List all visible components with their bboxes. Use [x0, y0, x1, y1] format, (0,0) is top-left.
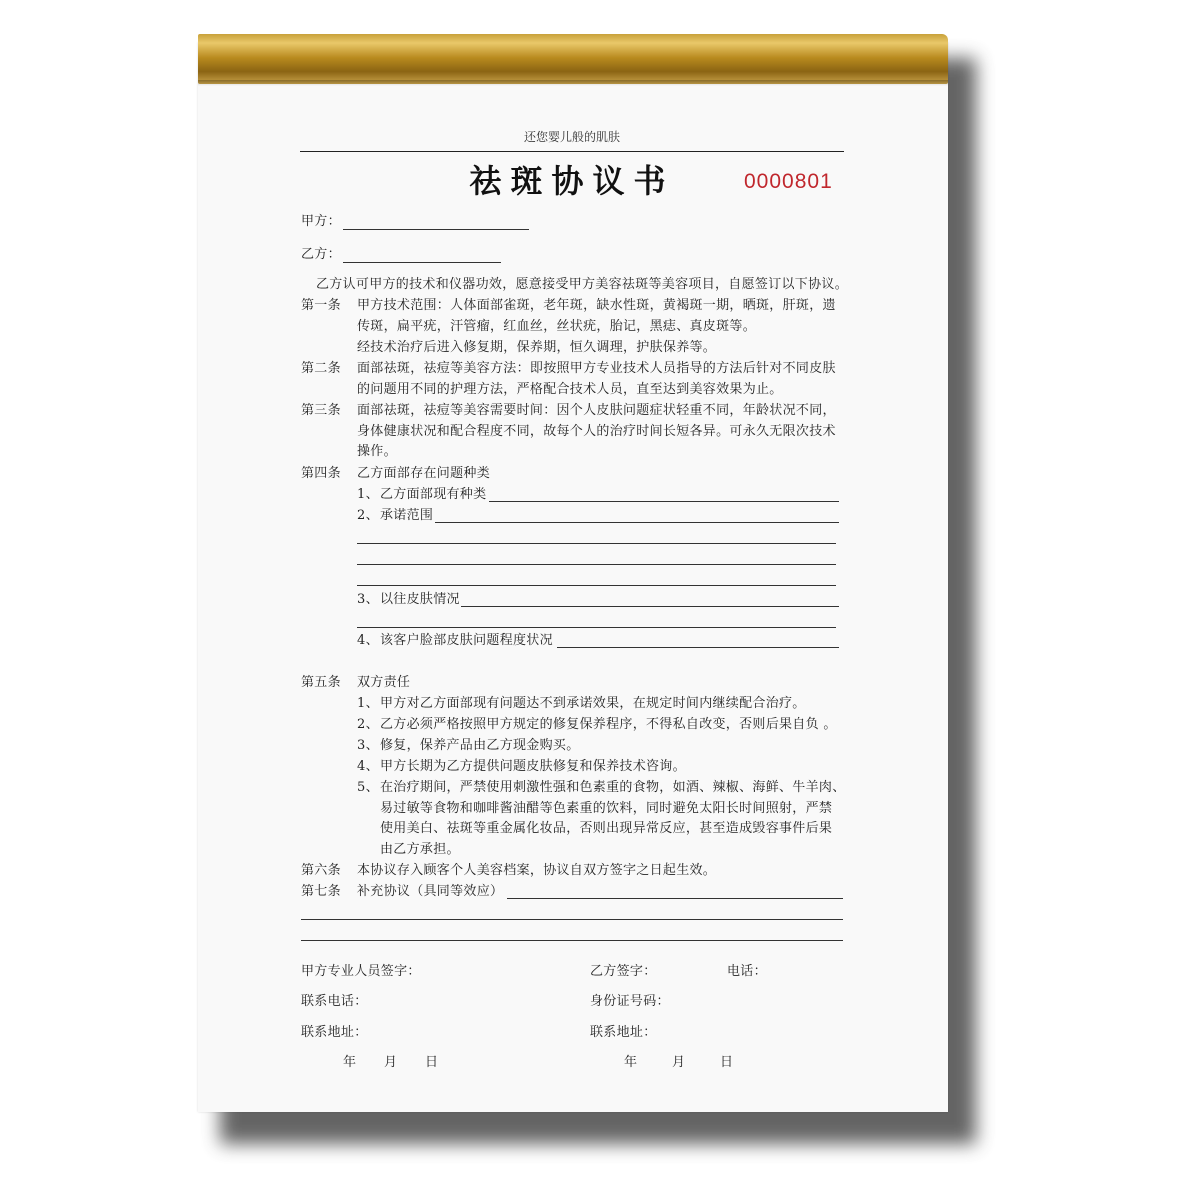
party-b-date-year: 年 [624, 1055, 638, 1070]
article-1-line: 甲方技术范围：人体面部雀斑，老年斑，缺水性斑，黄褐斑一期，晒斑，肝斑，遗 [357, 298, 836, 313]
article-4-heading: 乙方面部存在问题种类 [357, 466, 491, 481]
article-4-item-number: 1、 [357, 487, 379, 502]
party-a-date-day: 日 [425, 1055, 439, 1070]
article-5-item-text: 修复，保养产品由乙方现金购买。 [380, 738, 580, 753]
party-a-phone-label: 联系电话： [301, 994, 368, 1009]
promise-scope-field[interactable] [435, 522, 839, 523]
article-4-item-number: 3、 [357, 592, 379, 607]
article-5-item-text: 乙方必须严格按照甲方规定的修复保养程序，不得私自改变，否则后果自负 。 [380, 717, 837, 732]
binding-shadow-edge [198, 80, 948, 86]
party-a-label: 甲方： [301, 214, 341, 229]
promise-scope-field[interactable] [357, 543, 836, 544]
intro-paragraph: 乙方认可甲方的技术和仪器功效，愿意接受甲方美容祛斑等美容项目，自愿签订以下协议。 [316, 277, 849, 292]
article-4-item-text: 乙方面部现有种类 [380, 487, 487, 502]
article-5-item-number: 1、 [357, 696, 379, 711]
article-5-item-text: 使用美白、祛斑等重金属化妆品，否则出现异常反应，甚至造成毁容事件后果 [380, 821, 833, 836]
document-title: 祛斑协议书 [469, 162, 675, 200]
supplement-field[interactable] [301, 940, 843, 941]
skin-severity-field[interactable] [557, 647, 839, 648]
article-4-label: 第四条 [301, 466, 341, 481]
article-5-item-number: 2、 [357, 717, 379, 732]
article-5-heading: 双方责任 [357, 675, 411, 690]
article-3-label: 第三条 [301, 403, 341, 418]
article-4-item-text: 该客户脸部皮肤问题程度状况 [380, 633, 553, 648]
article-2-label: 第二条 [301, 361, 341, 376]
article-5-item-number: 3、 [357, 738, 379, 753]
article-5-item-text: 由乙方承担。 [380, 842, 460, 857]
article-5-item-number: 5、 [357, 780, 379, 795]
article-3-line: 身体健康状况和配合程度不同，故每个人的治疗时间长短各异。可永久无限次技术 [357, 424, 836, 439]
article-5-item-number: 4、 [357, 759, 379, 774]
article-7-label: 第七条 [301, 884, 341, 899]
party-a-signature-label: 甲方专业人员签字： [301, 964, 421, 979]
party-b-address-label: 联系地址： [590, 1025, 657, 1040]
article-1-label: 第一条 [301, 298, 341, 313]
article-6-label: 第六条 [301, 863, 341, 878]
party-b-date-day: 日 [720, 1055, 734, 1070]
party-b-tel-label: 电话： [727, 964, 767, 979]
supplement-field[interactable] [301, 919, 843, 920]
party-a-address-label: 联系地址： [301, 1025, 368, 1040]
article-6-text: 本协议存入顾客个人美容档案，协议自双方签字之日起生效。 [357, 863, 717, 878]
party-b-label: 乙方： [301, 247, 341, 262]
article-4-item-number: 2、 [357, 508, 379, 523]
form-paper [198, 42, 948, 1112]
party-a-date-year: 年 [343, 1055, 357, 1070]
party-b-field[interactable] [343, 262, 501, 263]
article-2-line: 面部祛斑，祛痘等美容方法：即按照甲方专业技术人员指导的方法后针对不同皮肤 [357, 361, 836, 376]
article-3-line: 操作。 [357, 444, 397, 459]
party-b-signature-label: 乙方签字： [590, 964, 657, 979]
article-4-item-number: 4、 [357, 633, 379, 648]
header-rule [300, 151, 844, 152]
promise-scope-field[interactable] [357, 564, 836, 565]
article-3-line: 面部祛斑，祛痘等美容需要时间：因个人皮肤问题症状轻重不同，年龄状况不同， [357, 403, 836, 418]
article-5-item-text: 甲方长期为乙方提供问题皮肤修复和保养技术咨询。 [380, 759, 686, 774]
serial-number: 0000801 [744, 170, 833, 193]
article-2-line: 的问题用不同的护理方法，严格配合技术人员，直至达到美容效果为止。 [357, 382, 783, 397]
past-skin-field[interactable] [357, 627, 836, 628]
article-1-line: 传斑，扁平疣，汗管瘤，红血丝，丝状疣，胎记，黑痣、真皮斑等。 [357, 319, 757, 334]
supplement-field[interactable] [507, 898, 843, 899]
article-5-label: 第五条 [301, 675, 341, 690]
article-4-item-text: 以往皮肤情况 [380, 592, 460, 607]
party-a-date-month: 月 [384, 1055, 398, 1070]
article-1-line: 经技术治疗后进入修复期，保养期，恒久调理，护肤保养等。 [357, 340, 717, 355]
article-4-item-text: 承诺范围 [380, 508, 434, 523]
article-5-item-text: 甲方对乙方面部现有问题达不到承诺效果，在规定时间内继续配合治疗。 [380, 696, 806, 711]
promise-scope-field[interactable] [357, 585, 836, 586]
article-5-item-text: 在治疗期间，严禁使用刺激性强和色素重的食物，如酒、辣椒、海鲜、牛羊肉、 [380, 780, 846, 795]
slogan: 还您婴儿般的肌肤 [523, 130, 620, 144]
party-b-id-label: 身份证号码： [590, 994, 670, 1009]
past-skin-field[interactable] [461, 606, 839, 607]
article-7-text: 补充协议（具同等效应） [357, 884, 504, 899]
article-5-item-text: 易过敏等食物和咖啡酱油醋等色素重的饮料，同时避免太阳长时间照射，严禁 [380, 801, 833, 816]
party-a-field[interactable] [343, 229, 529, 230]
existing-types-field[interactable] [489, 501, 839, 502]
party-b-date-month: 月 [672, 1055, 686, 1070]
gold-binding-strip [198, 34, 948, 84]
